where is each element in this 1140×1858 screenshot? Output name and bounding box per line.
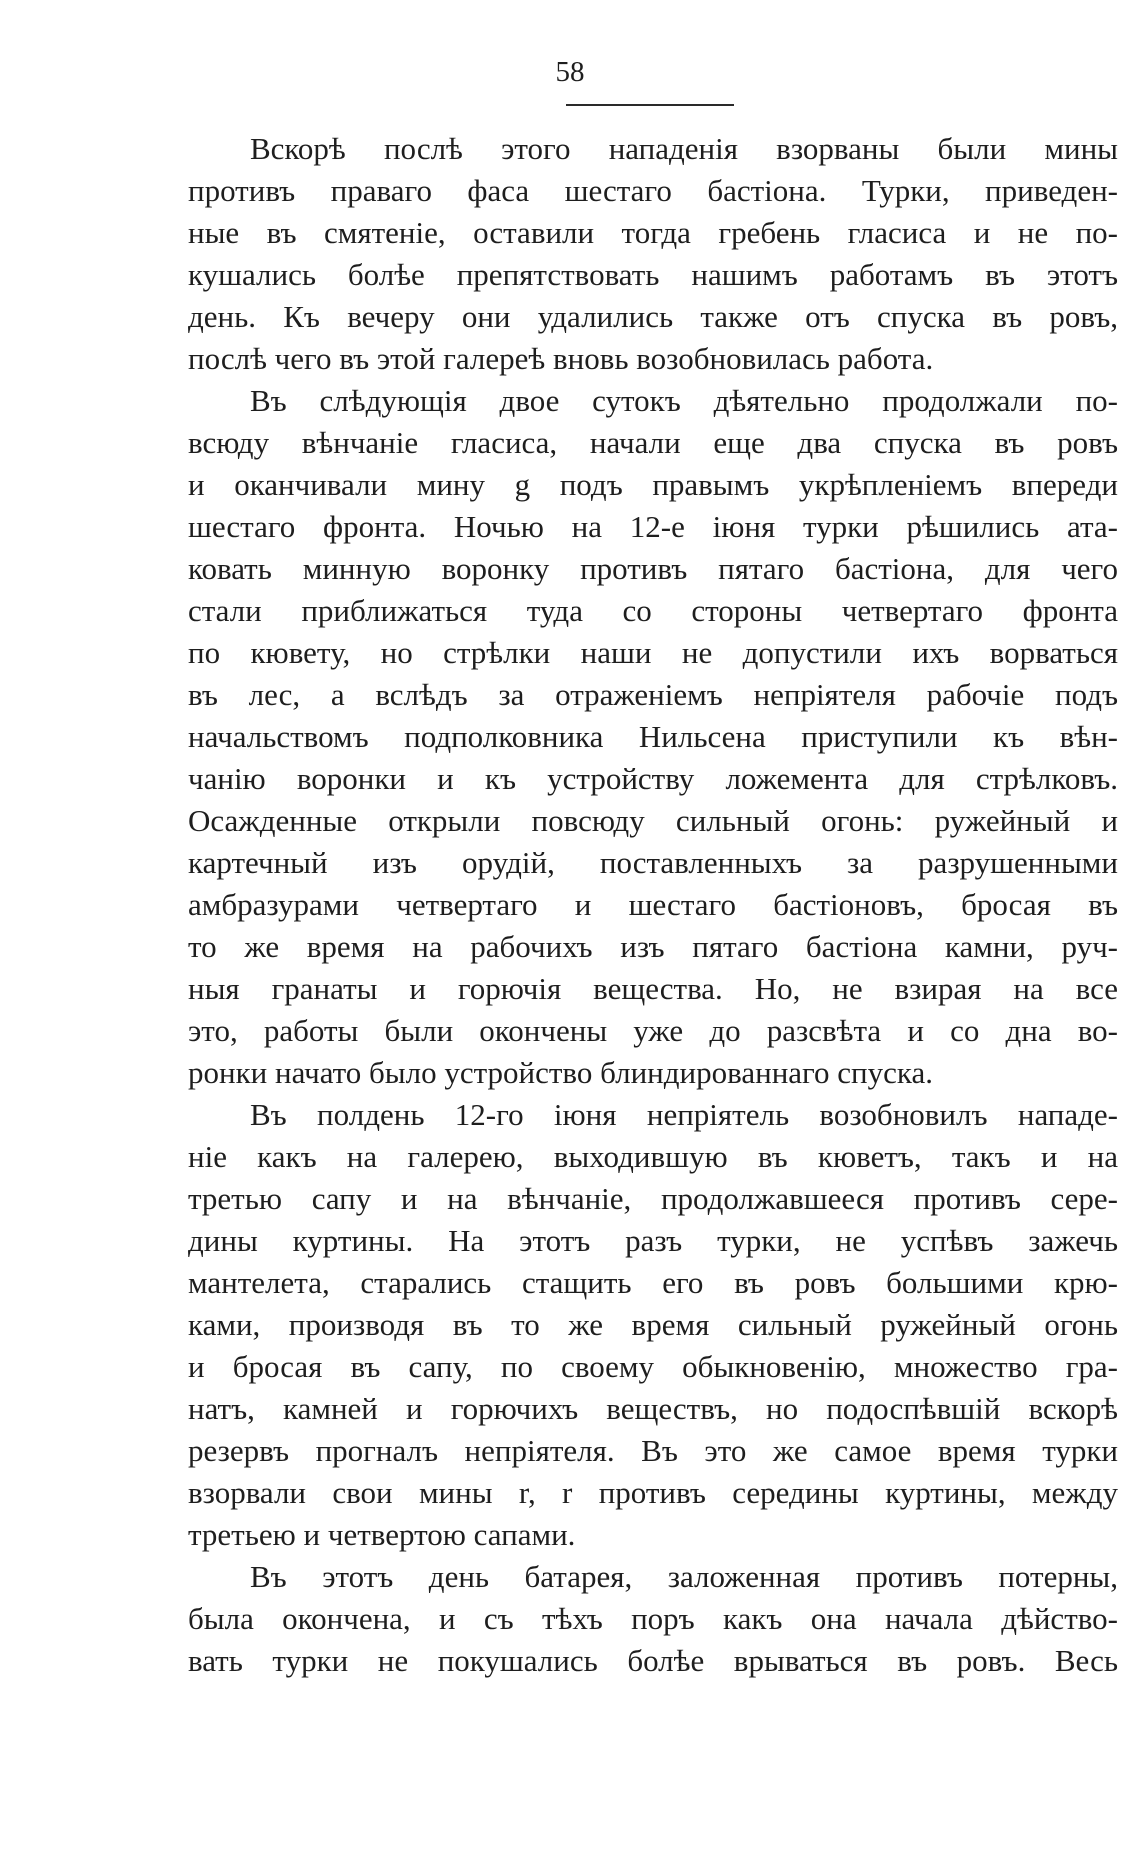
text-line: по кювету, но стрѣлки наши не допустили ихъ ворваться <box>188 635 1118 670</box>
text-line: ковать минную воронку противъ пятаго бастіона, для чего <box>188 551 1118 586</box>
body-text <box>188 128 1118 1682</box>
text-line: противъ праваго фаса шестаго бастіона. Турки, приведен- <box>188 173 1118 208</box>
text-line: дины куртины. На этотъ разъ турки, не успѣвъ зажечь <box>188 1223 1118 1258</box>
text-line: всюду вѣнчаніе гласиса, начали еще два спуска въ ровъ <box>188 425 1118 460</box>
text-line: шестаго фронта. Ночью на 12-е іюня турки рѣшились ата- <box>188 509 1118 544</box>
text-line: это, работы были окончены уже до разсвѣта и со дна во- <box>188 1013 1118 1048</box>
text-line: и бросая въ сапу, по своему обыкновенію, множество гра- <box>188 1349 1118 1384</box>
text-line: картечный изъ орудій, поставленныхъ за разрушенными <box>188 845 1118 880</box>
text-line: стали приближаться туда со стороны четвертаго фронта <box>188 593 1118 628</box>
text-line: то же время на рабочихъ изъ пятаго бастіона камни, руч- <box>188 929 1118 964</box>
text-line: ныя гранаты и горючія вещества. Но, не взирая на все <box>188 971 1118 1006</box>
text-line: взорвали свои мины r, r противъ середины куртины, между <box>188 1475 1118 1510</box>
text-line: вать турки не покушались болѣе врываться въ ровъ. Весь <box>188 1643 1118 1678</box>
text-line: ніе какъ на галерею, выходившую въ кюветъ, такъ и на <box>188 1139 1118 1174</box>
text-line: въ лес, а вслѣдъ за отраженіемъ непріятеля рабочіе подъ <box>188 677 1118 712</box>
paragraph <box>188 380 1118 1094</box>
text-line: амбразурами четвертаго и шестаго бастіоновъ, бросая въ <box>188 887 1118 922</box>
paragraph <box>188 128 1118 380</box>
paragraph <box>188 1094 1118 1556</box>
text-line: была окончена, и съ тѣхъ поръ какъ она начала дѣйство- <box>188 1601 1118 1636</box>
text-line: резервъ прогналъ непріятеля. Въ это же самое время турки <box>188 1433 1118 1468</box>
text-line: третьею и четвертою сапами. <box>188 1517 576 1552</box>
text-line: Въ этотъ день батарея, заложенная противъ потерны, <box>250 1559 1118 1594</box>
text-line: чанію воронки и къ устройству ложемента для стрѣлковъ. <box>188 761 1118 796</box>
text-line: кушались болѣе препятствовать нашимъ работамъ въ этотъ <box>188 257 1118 292</box>
text-line: Въ слѣдующія двое сутокъ дѣятельно продолжали по- <box>250 383 1118 418</box>
text-line: Вскорѣ послѣ этого нападенія взорваны были мины <box>250 131 1118 166</box>
paragraph <box>188 1556 1118 1682</box>
text-line: ками, производя въ то же время сильный ружейный огонь <box>188 1307 1118 1342</box>
text-line: ронки начато было устройство блиндированнаго спуска. <box>188 1055 933 1090</box>
text-line: ные въ смятеніе, оставили тогда гребень гласиса и не по- <box>188 215 1118 250</box>
text-line: Осажденные открыли повсюду сильный огонь: ружейный и <box>188 803 1118 838</box>
page-number: 58 <box>555 56 585 88</box>
text-line: день. Къ вечеру они удалились также отъ спуска въ ровъ, <box>188 299 1118 334</box>
text-line: и оканчивали мину g подъ правымъ укрѣпленіемъ впереди <box>188 467 1118 502</box>
text-line: Въ полдень 12-го іюня непріятель возобновилъ нападе- <box>250 1097 1118 1132</box>
text-line: третью сапу и на вѣнчаніе, продолжавшееся противъ сере- <box>188 1181 1118 1216</box>
page-number-rule <box>566 104 734 106</box>
text-line: начальствомъ подполковника Нильсена приступили къ вѣн- <box>188 719 1118 754</box>
text-line: послѣ чего въ этой галереѣ вновь возобновилась работа. <box>188 341 934 376</box>
text-line: мантелета, старались стащить его въ ровъ большими крю- <box>188 1265 1118 1300</box>
text-line: натъ, камней и горючихъ веществъ, но подоспѣвшій вскорѣ <box>188 1391 1118 1426</box>
